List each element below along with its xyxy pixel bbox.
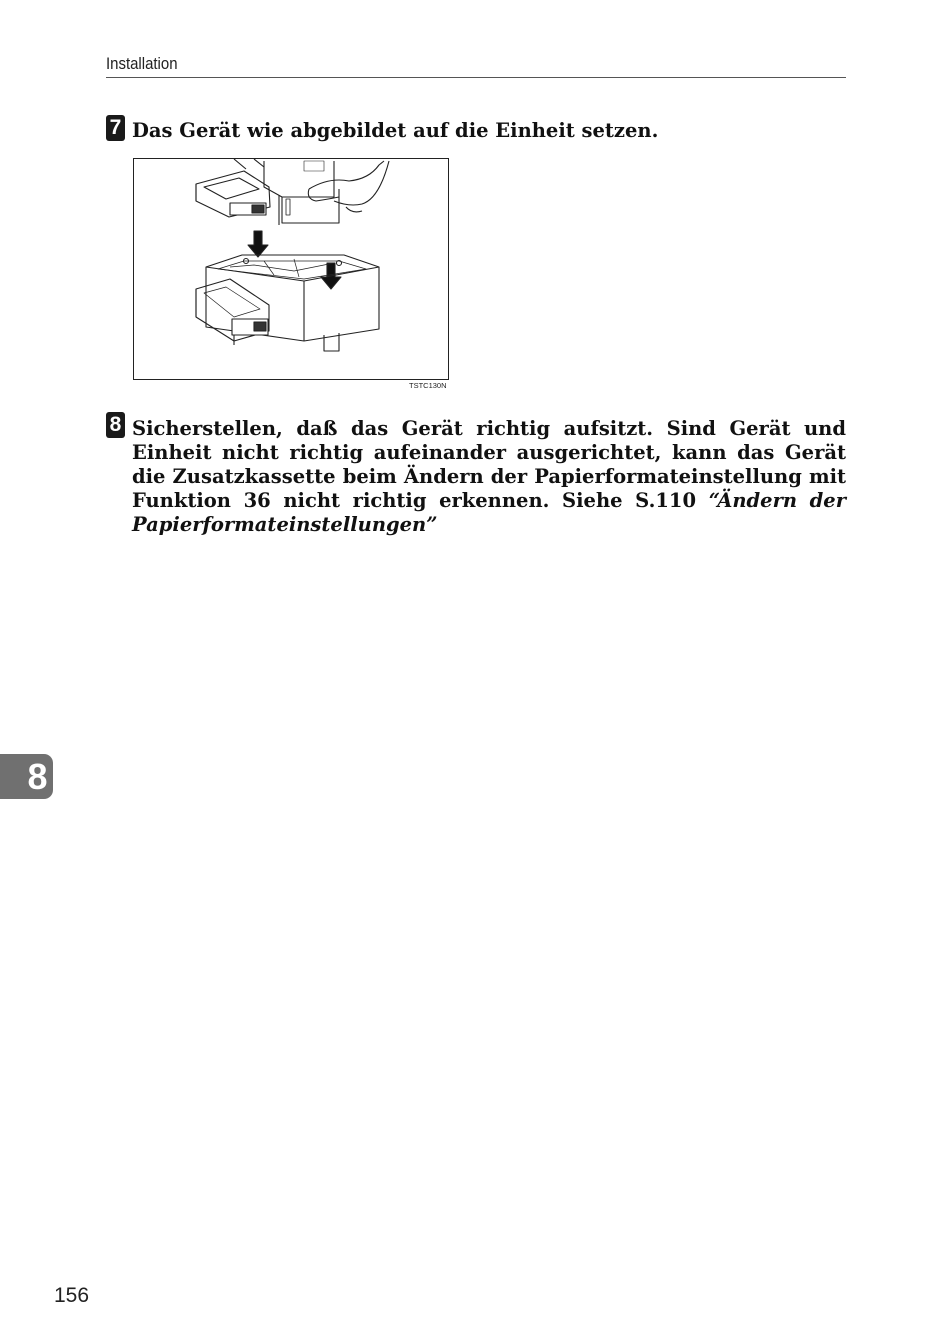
installation-illustration bbox=[133, 158, 449, 380]
step-8-text bbox=[132, 417, 846, 537]
step-8-badge: 8 bbox=[106, 412, 125, 438]
printer-on-unit-drawing bbox=[134, 159, 447, 378]
step-7-text: Das Gerät wie abgebildet auf die Einheit setzen. bbox=[132, 119, 659, 142]
cross-reference-link[interactable]: “Ändern der Papierformateinstellungen” bbox=[132, 489, 846, 536]
step-8-body: Sicherstellen, daß das Gerät richtig aufsitzt. Sind Gerät und Einheit nicht richtig aufeinander ausgerichtet, kann das Gerät die Zusatzkassette beim Ändern der Papierformateinstellung mit Funktion 36 nicht richtig erkennen. Siehe S.110 bbox=[132, 417, 846, 512]
figure-code: TSTC130N bbox=[409, 381, 447, 390]
section-title: Installation bbox=[106, 54, 178, 73]
header-rule bbox=[106, 77, 846, 78]
step-7-badge: 7 bbox=[106, 115, 125, 141]
page-number: 156 bbox=[54, 1284, 90, 1307]
chapter-tab: 8 bbox=[0, 754, 53, 799]
